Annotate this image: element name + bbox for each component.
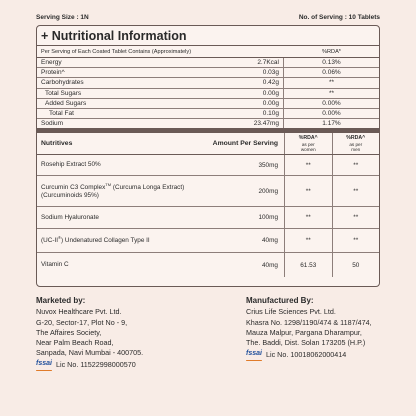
ingredient-row — [37, 207, 379, 229]
ingredient-rda-women: ** — [284, 229, 332, 252]
ingredient-rda-women: 61.53 — [284, 253, 332, 277]
nutrient-row — [37, 58, 379, 68]
address-line: Khasra No. 1298/1190/474 & 1187/474, — [246, 317, 372, 327]
nutrient-row — [37, 99, 379, 109]
ingredient-name-part: (Curcuma Longa Extract) (Curcuminoids 95%) — [41, 184, 185, 199]
per-serving-subhead — [37, 46, 379, 58]
nutrient-amount: 0.00g — [176, 99, 284, 108]
ingredients-header — [37, 133, 379, 155]
license-number: Lic No. 11522998000570 — [55, 360, 136, 370]
ingredient-row — [37, 176, 379, 207]
address-line: Nuvox Healthcare Pvt. Ltd. — [36, 307, 122, 317]
nutrient-rda: ** — [328, 79, 335, 87]
nutrient-name: Total Fat — [49, 110, 74, 118]
rda-women-header — [284, 133, 332, 154]
panel-title: + Nutritional Information — [37, 26, 379, 46]
rda-column-label: %RDA* — [322, 48, 341, 55]
nutrient-name: Protein^ — [41, 69, 65, 77]
nutrient-amount: 23.47mg — [176, 119, 284, 128]
ingredient-rda-men: ** — [332, 155, 380, 175]
nutrient-row — [37, 109, 379, 119]
rda-men-sub1: as per — [349, 141, 363, 147]
nutrient-rda: 1.17% — [322, 120, 341, 128]
address-line: Near Palm Beach Road, — [36, 338, 114, 348]
rda-women-sub1: as per — [301, 141, 315, 147]
fssai-logo: fssai — [246, 349, 262, 361]
ingredient-rda-men: 50 — [332, 253, 380, 277]
nutrient-amount: 0.42g — [176, 78, 284, 87]
ingredient-rda-men: ** — [332, 229, 380, 252]
ingredient-name-part: Curcumin C3 Complex — [41, 184, 106, 192]
nutrient-amount: 0.10g — [176, 109, 284, 118]
address-line: The. Baddi, Dist. Solan 173205 (H.P.) — [246, 338, 366, 348]
nutrient-name: Carbohydrates — [41, 79, 84, 87]
license-line — [246, 349, 372, 361]
ingredient-rda-women: ** — [284, 155, 332, 175]
nutrient-row — [37, 89, 379, 99]
ingredient-name — [37, 183, 187, 200]
marketed-by-block — [36, 295, 143, 371]
registered-mark: ® — [58, 235, 61, 241]
nutrient-name: Energy — [41, 59, 62, 67]
nutrient-amount: 0.00g — [176, 89, 284, 98]
address-line: Crius Life Sciences Pvt. Ltd. — [246, 307, 336, 317]
serving-info-row — [36, 14, 380, 21]
ingredient-rda-men: ** — [332, 176, 380, 206]
license-line — [36, 359, 143, 371]
manufactured-by-label: Manufactured By: — [246, 296, 314, 305]
license-number: Lic No. 10018062000414 — [265, 350, 347, 360]
ingredient-rda-women: ** — [284, 176, 332, 206]
ingredient-name-part: (UC-II — [41, 237, 59, 245]
ingredient-name — [37, 236, 187, 245]
nutrient-rows — [37, 58, 379, 129]
marketed-by-label: Marketed by: — [36, 296, 86, 305]
nutrition-panel — [36, 25, 380, 287]
ingredient-amount: 350mg — [258, 161, 278, 169]
nutrient-rda: 0.06% — [322, 69, 341, 77]
footer — [0, 295, 416, 416]
address-line: G-20, Sector-17, Plot No - 9, — [36, 317, 128, 327]
ingredient-name: Vitamin C — [41, 261, 69, 269]
nutrient-rda: 0.13% — [322, 59, 341, 67]
rda-men-sub2: men — [351, 146, 361, 152]
ingredient-amount: 40mg — [262, 261, 278, 269]
ingredient-amount: 40mg — [262, 237, 278, 245]
ingredient-amount: 200mg — [258, 187, 278, 195]
nutrient-amount: 2.7Kcal — [176, 58, 284, 67]
nutrient-row — [37, 68, 379, 78]
ingredient-name: Sodium Hyaluronate — [41, 213, 99, 221]
ingredient-rda-men: ** — [332, 207, 380, 228]
rda-men-header — [332, 133, 380, 154]
ingredient-row — [37, 229, 379, 253]
per-serving-label: Per Serving of Each Coated Tablet Contains (Approximately) — [41, 48, 192, 55]
nutrient-rda: 0.00% — [322, 110, 341, 118]
rda-women-sub2: women — [300, 146, 316, 152]
ingredient-amount: 100mg — [258, 214, 278, 222]
rda-women-title: %RDA^ — [298, 134, 318, 141]
nutrient-rda: ** — [328, 89, 335, 97]
nutrient-name: Added Sugars — [45, 99, 87, 107]
nutrient-name: Sodium — [41, 120, 64, 128]
serving-size: Serving Size : 1N — [36, 14, 89, 21]
ingredient-name: Rosehip Extract 50% — [41, 161, 101, 169]
nutrient-row — [37, 119, 379, 129]
address-line: The Affaires Society, — [36, 327, 102, 337]
rda-men-title: %RDA^ — [346, 134, 366, 141]
ingredient-row — [37, 253, 379, 277]
nutrient-amount: 0.03g — [176, 68, 284, 77]
nutrient-name: Total Sugars — [45, 89, 82, 97]
address-line: Sanpada, Navi Mumbai - 400705. — [36, 348, 144, 358]
ingredient-row — [37, 155, 379, 176]
trademark-mark: TM — [105, 182, 112, 188]
number-of-servings: No. of Serving : 10 Tablets — [298, 14, 380, 21]
ingredient-rda-women: ** — [284, 207, 332, 228]
nutrient-row — [37, 78, 379, 88]
ingredient-name-part: ) Undenatured Collagen Type II — [61, 237, 150, 245]
nutrient-rda: 0.00% — [322, 99, 341, 107]
address-line: Mauza Malpur, Pargana Dharampur, — [246, 327, 362, 337]
fssai-logo: fssai — [36, 359, 52, 371]
manufactured-by-block — [246, 295, 372, 361]
amount-header: Amount Per Serving — [212, 140, 278, 148]
nutritives-header: Nutritives — [41, 140, 73, 148]
